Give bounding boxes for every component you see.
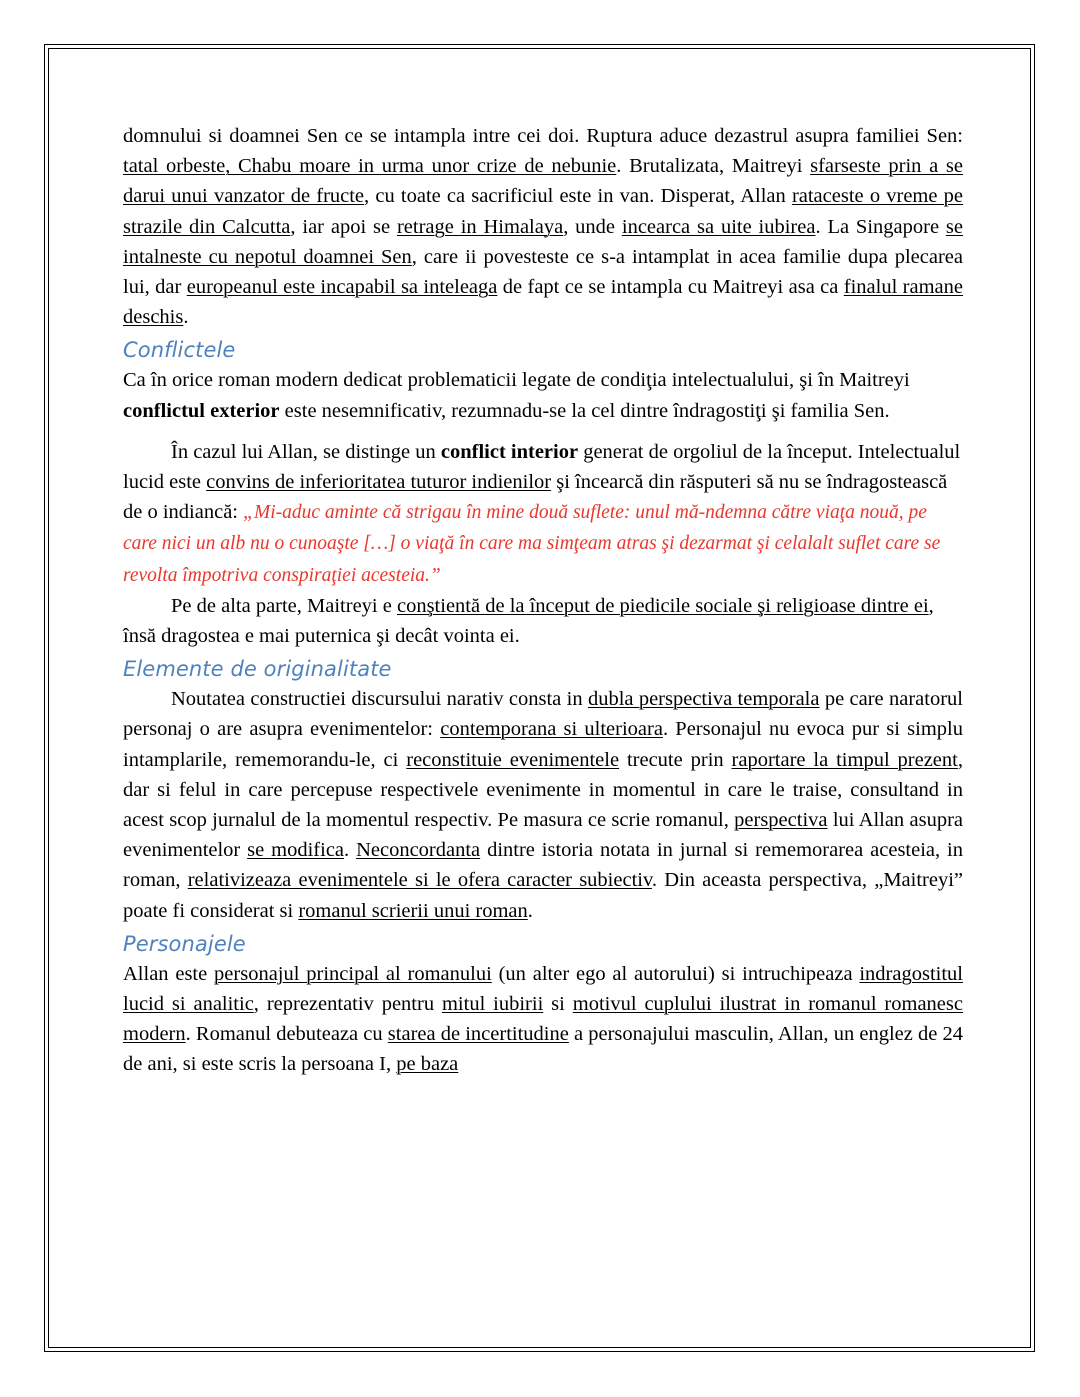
section-heading-conflictele: Conflictele — [123, 338, 236, 363]
text-segment: de fapt ce se intampla cu Maitreyi asa ca — [497, 276, 844, 299]
text-segment: Allan este — [123, 962, 215, 985]
text-segment: Ca în orice roman modern dedicat problematicii legate de condiţia intelectualului, şi în Maitreyi — [123, 369, 910, 392]
text-segment: , unde — [563, 215, 622, 238]
text-segment: , care ii povesteste ce s-a intamplat in acea familie dupa plecarea lui, dar — [123, 245, 964, 299]
page-frame-inner — [48, 48, 1031, 1348]
underlined-phrase: motivul cuplului ilustrat in romanul romanesc modern — [123, 993, 963, 1046]
text-segment: a personajului masculin, Allan, un englez de 24 de ani, si este scris la persoana I, — [123, 1023, 963, 1076]
paragraph-maitreyi-constienta — [123, 591, 963, 651]
text-segment: . Brutalizata, Maitreyi — [616, 155, 811, 178]
underlined-phrase: incearca sa uite iubirea — [621, 215, 816, 238]
underlined-phrase: raportare la timpul prezent — [731, 748, 958, 771]
text-segment: . — [344, 839, 357, 862]
paragraph-conflict-interior — [123, 437, 963, 591]
underlined-phrase: tatal orbeste, Chabu moare in urma unor crize de nebunie — [123, 155, 617, 178]
text-segment: trecute prin — [619, 748, 732, 771]
underlined-phrase: se modifica — [247, 839, 345, 862]
underlined-phrase: starea de incertitudine — [387, 1023, 569, 1046]
text-segment: . — [183, 306, 189, 329]
paragraph-summary — [123, 121, 963, 332]
text-segment: (un alter ego al autorului) si intruchipeaza — [491, 962, 860, 985]
text-segment: , dar si felul in care percepuse respectivele evenimente in momentul in care le traise, consultand in acest scop jurnalul de la momentul respectiv. Pe masura ce scrie romanul, — [123, 748, 963, 832]
section-heading-personajele: Personajele — [123, 931, 246, 956]
underlined-phrase: indragostitul lucid si analitic — [123, 962, 963, 1016]
text-segment: şi încearcă din răsputeri să nu se îndragostească de o indiancă: — [123, 471, 948, 524]
text-segment: În cazul lui Allan, se distinge un — [171, 440, 441, 463]
underlined-phrase: convins de inferioritatea tuturor indienilor — [206, 471, 552, 494]
underlined-phrase: pe baza — [396, 1053, 459, 1076]
underlined-phrase: reconstituie evenimentele — [406, 748, 620, 771]
underlined-phrase: contemporana si ulterioara — [440, 718, 663, 741]
bold-phrase: conflictul exterior — [123, 399, 280, 422]
text-segment: generat de orgoliul de la început. Intelectualul lucid este — [123, 440, 961, 494]
page-frame-outer — [44, 44, 1035, 1352]
text-segment: dintre istoria notata in jurnal si rememorarea acesteia, in roman, — [123, 839, 963, 892]
document-content — [123, 121, 963, 1080]
text-segment: lui Allan asupra evenimentelor — [123, 809, 963, 862]
text-segment: si — [543, 993, 573, 1016]
text-segment: . Romanul debuteaza cu — [185, 1023, 388, 1046]
paragraph-personaje-allan — [123, 959, 963, 1080]
bold-phrase: conflict interior — [440, 440, 579, 463]
text-segment: Pe de alta parte, Maitreyi e — [171, 594, 397, 617]
underlined-phrase: sfarseste prin a se darui unui vanzator de fructe — [123, 155, 963, 208]
red-quotation: „Mi-aduc aminte că strigau în mine două suflete: unul mă-ndemna către viaţa nouă, pe care nici un alb nu o cunoaşte […] o viaţă în care ma simţeam atras şi dezarmat şi celalalt suflet care se revolta împotriva conspiraţiei acesteia.” — [123, 502, 941, 586]
text-segment: , cu toate ca sacrificiul este in van. Disperat, Allan — [364, 185, 792, 208]
underlined-phrase: personajul principal al romanului — [214, 962, 492, 985]
underlined-phrase: retrage in Himalaya — [396, 215, 564, 238]
section-heading-elemente-originalitate: Elemente de originalitate — [123, 657, 392, 682]
text-segment: domnului si doamnei Sen ce se intampla intre cei doi. Ruptura aduce dezastrul asupra familiei Sen: — [123, 125, 963, 147]
underlined-phrase: rataceste o vreme pe strazile din Calcutta — [123, 185, 964, 238]
text-segment: , reprezentativ pentru — [253, 993, 442, 1016]
text-segment: , iar apoi se — [290, 215, 397, 238]
text-segment: Noutatea constructiei discursului narativ consta in — [171, 688, 588, 711]
paragraph-spacer — [123, 426, 963, 437]
text-segment: . Personajul nu evoca pur si simplu intamplarile, rememorandu-le, ci — [123, 718, 963, 771]
underlined-phrase: conştientă de la început de piedicile sociale şi religioase dintre ei — [396, 594, 929, 617]
text-segment: . Din aceasta perspectiva, „Maitreyi” poate fi considerat si — [123, 869, 964, 922]
underlined-phrase: dubla perspectiva temporala — [587, 688, 820, 711]
underlined-phrase: relativizeaza evenimentele si le ofera caracter subiectiv — [187, 869, 652, 892]
text-segment: este nesemnificativ, rezumnadu-se la cel dintre îndragostiţi şi familia Sen. — [279, 399, 890, 422]
text-segment: . La Singapore — [815, 215, 946, 238]
underlined-phrase: Neconcordanta — [356, 839, 481, 862]
underlined-phrase: perspectiva — [734, 809, 828, 832]
text-segment: pe care naratorul personaj o are asupra evenimentelor: — [123, 688, 963, 741]
underlined-phrase: mitul iubirii — [441, 993, 544, 1016]
underlined-phrase: europeanul este incapabil sa inteleaga — [186, 276, 498, 299]
underlined-phrase: finalul ramane deschis — [123, 276, 963, 329]
underlined-phrase: se intalneste cu nepotul doamnei Sen — [123, 215, 963, 268]
text-segment: . — [527, 899, 533, 922]
paragraph-conflict-exterior — [123, 365, 963, 425]
underlined-phrase: romanul scrierii unui roman — [298, 899, 528, 922]
text-segment: , însă dragostea e mai puternica şi decât vointa ei. — [123, 594, 934, 648]
paragraph-originalitate — [123, 684, 963, 926]
